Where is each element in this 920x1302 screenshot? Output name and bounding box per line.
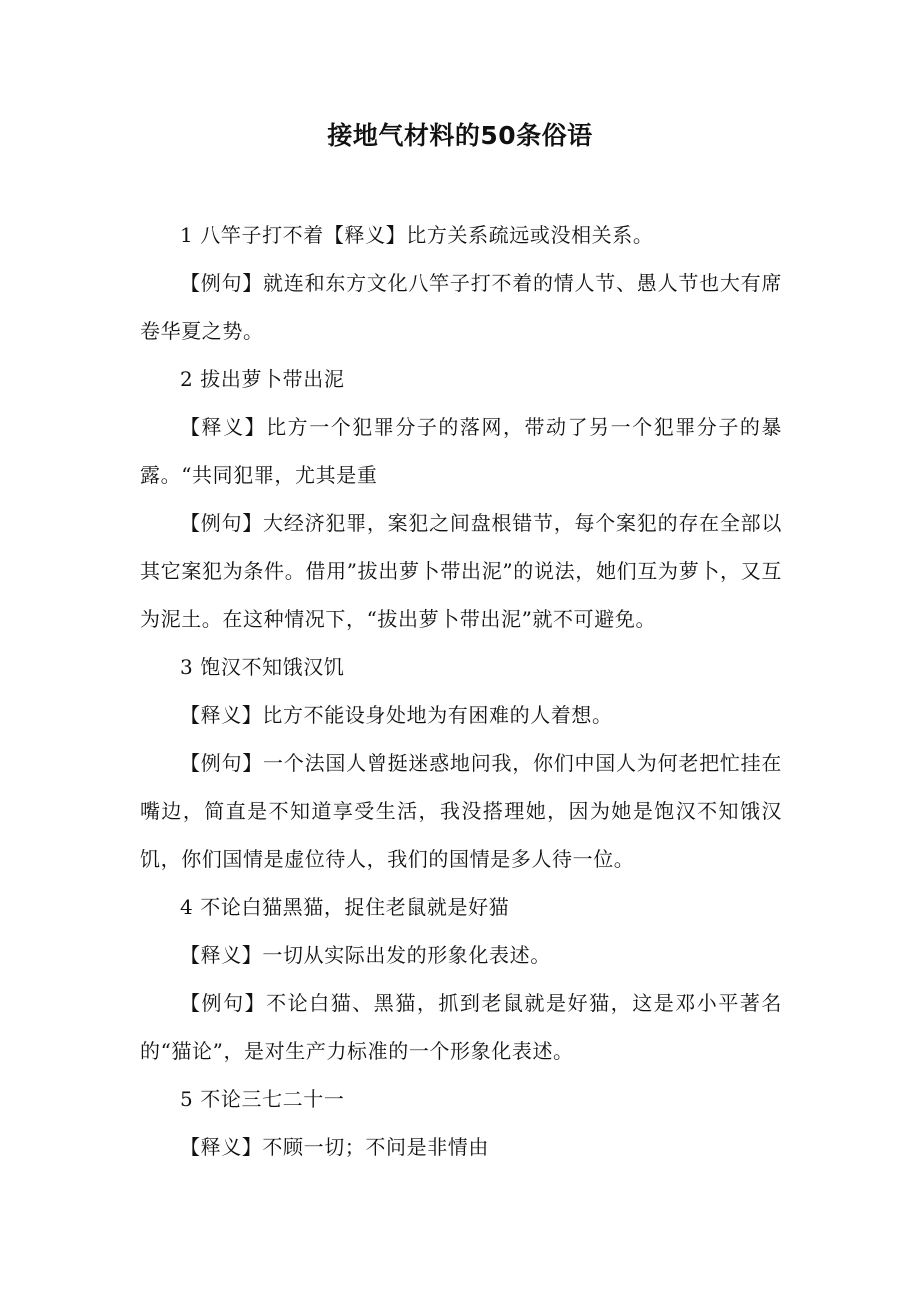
paragraph-9: 4 不论白猫黑猫，捉住老鼠就是好猫	[180, 895, 510, 919]
document-body	[140, 211, 782, 1171]
paragraph-12: 5 不论三七二十一	[180, 1087, 345, 1111]
paragraph-5: 【例句】大经济犯罪，案犯之间盘根错节，每个案犯的存在全部以其它案犯为条件。借用”拔出萝卜带出泥”的说法，她们互为萝卜，又互为泥土。在这种情况下，“拔出萝卜带出泥”就不可避免。	[140, 511, 782, 631]
paragraph-7: 【释义】比方不能设身处地为有困难的人着想。	[180, 703, 613, 727]
paragraph-2: 【例句】就连和东方文化八竿子打不着的情人节、愚人节也大有席卷华夏之势。	[140, 271, 782, 343]
paragraph-6: 3 饱汉不知饿汉饥	[180, 655, 345, 679]
paragraph-13: 【释义】不顾一切；不问是非情由	[180, 1135, 489, 1159]
paragraph-3: 2 拔出萝卜带出泥	[180, 367, 345, 391]
document-title: 接地气材料的50条俗语	[327, 121, 593, 150]
paragraph-8: 【例句】一个法国人曾挺迷惑地问我，你们中国人为何老把忙挂在嘴边，简直是不知道享受生活，我没搭理她，因为她是饱汉不知饿汉饥，你们国情是虚位待人，我们的国情是多人待一位。	[140, 751, 782, 871]
paragraph-1: 1 八竿子打不着【释义】比方关系疏远或没相关系。	[180, 223, 654, 247]
paragraph-4: 【释义】比方一个犯罪分子的落网，带动了另一个犯罪分子的暴露。“共同犯罪，尤其是重	[140, 415, 782, 487]
paragraph-10: 【释义】一切从实际出发的形象化表述。	[180, 943, 551, 967]
paragraph-11: 【例句】不论白猫、黑猫，抓到老鼠就是好猫，这是邓小平著名的“猫论”，是对生产力标准的一个形象化表述。	[140, 991, 782, 1063]
